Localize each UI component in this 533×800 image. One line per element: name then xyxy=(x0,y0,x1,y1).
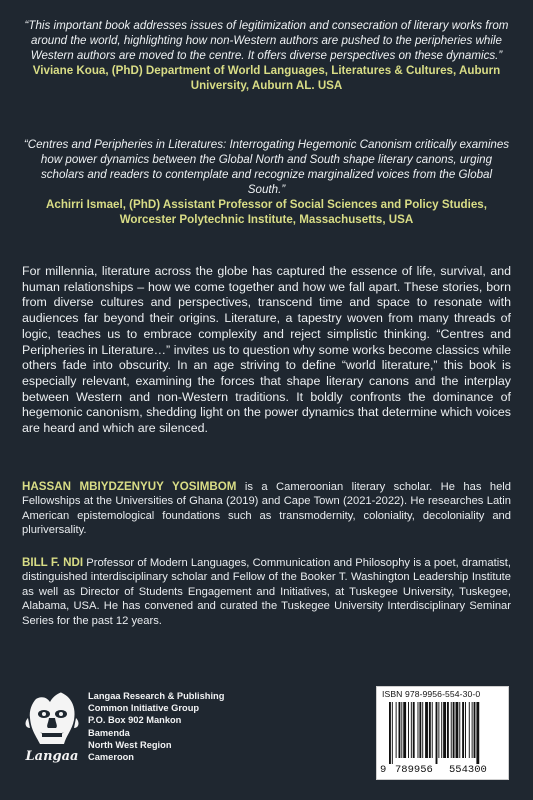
barcode-digit-group-right: 554300 xyxy=(449,764,487,776)
barcode-bar xyxy=(443,702,446,758)
publisher-line: Langaa Research & Publishing xyxy=(88,691,225,701)
barcode-bar xyxy=(451,702,452,758)
endorsement-2 xyxy=(22,137,511,227)
barcode-bar xyxy=(476,702,479,764)
barcode-bar xyxy=(441,702,442,758)
author-bio-1 xyxy=(22,480,511,538)
endorsement-1 xyxy=(22,18,511,93)
barcode-bar xyxy=(472,702,473,758)
barcode-bar xyxy=(447,702,449,758)
barcode-bar xyxy=(422,702,423,758)
barcode-bar xyxy=(396,702,397,758)
barcode-bar xyxy=(474,702,476,758)
barcode-bar xyxy=(403,702,406,758)
book-description: For millennia, literature across the globe has captured the essence of life, survival, and human relationships – how we come together and how we fall apart. These stories, born from diverse cultures and perspectives, transcend time and space to resonate with audiences far beyond their origins. Literature, a tapestry woven from many threads of logic, teaches us to embrace complexity and reject simplistic thinking. “Centres and Peripheries in Literature…” invites us to question why some works become classics while others fade into obscurity. In an age striving to define “world literature,” this book is especially relevant, examining the forces that shape literary canons and the interplay between Western and non-Western traditions. It boldly confronts the dominance of hegemonic canonism, shedding light on the power dynamics that determine which voices are heard and which are silenced. xyxy=(22,264,511,436)
barcode-bar xyxy=(462,702,464,758)
barcode-bar xyxy=(418,702,419,758)
barcode-bar xyxy=(456,702,459,758)
endorsement-attribution: Viviane Koua, (PhD) Department of World Languages, Literatures & Cultures, Auburn University, Auburn AL. USA xyxy=(32,64,501,92)
barcode-bar xyxy=(392,702,393,764)
publisher-info xyxy=(88,690,224,763)
isbn-barcode xyxy=(376,686,509,780)
barcode-bar xyxy=(411,702,412,758)
barcode-bar xyxy=(432,702,433,758)
barcode-bar xyxy=(408,702,409,758)
isbn-label: ISBN 978-9956-554-30-0 xyxy=(382,689,481,699)
barcode-bar xyxy=(429,702,431,758)
publisher-line: Common Initiative Group xyxy=(88,703,200,714)
barcode-digit-group-left: 789956 xyxy=(395,764,433,776)
barcode-bar xyxy=(413,702,415,758)
barcode-bar xyxy=(438,702,439,758)
barcode-bar xyxy=(401,702,402,758)
endorsement-attribution: Achirri Ismael, (PhD) Assistant Professor of Social Sciences and Policy Studies, Worcester Polytechnic Institute, Massachusetts, USA xyxy=(46,198,487,226)
barcode-digits xyxy=(377,764,508,778)
barcode-bar xyxy=(399,702,401,758)
barcode-digit-prefix: 9 xyxy=(380,764,387,776)
barcode-bar xyxy=(469,702,470,758)
barcode-bar xyxy=(453,702,455,758)
endorsement-quote: “This important book addresses issues of legitimization and consecration of literary works from around the world, highlighting how non-Western authors are pushed to the peripheries while Western authors are moved to the centre. It offers diverse perspectives on these dynamics.” xyxy=(24,19,509,62)
barcode-bar xyxy=(419,702,421,758)
barcode-bar xyxy=(436,702,438,764)
barcode-bar xyxy=(465,702,466,758)
barcode-bar xyxy=(425,702,428,758)
langaa-logo xyxy=(22,688,82,770)
barcode-bars xyxy=(381,702,504,764)
publisher-line: North West Region xyxy=(88,739,172,750)
author-bio-2 xyxy=(22,556,511,628)
author-bio-text: is a Cameroonian literary scholar. He has held Fellowships at the Universities of Ghana (2019) and Cape Town (2021-2022). He researches Latin American epistemological foundations such as transmodernity, coloniality, decoloniality and pluriversality. xyxy=(22,481,511,537)
endorsement-quote: “Centres and Peripheries in Literatures: Interrogating Hegemonic Canonism critically examines how power dynamics between the Global North and South shape literary canons, urging scholars and readers to contemplate and recognize marginalized voices from the Global South.” xyxy=(23,138,510,196)
logo-wordmark: Langaa xyxy=(25,749,79,764)
barcode-bar xyxy=(459,702,460,758)
author-name: HASSAN MBIYDZENYUY YOSIMBOM xyxy=(22,480,237,493)
publisher-line: P.O. Box 902 Mankon xyxy=(88,715,182,726)
author-name: BILL F. NDI xyxy=(22,556,84,569)
publisher-line: Bamenda xyxy=(88,727,130,738)
barcode-bar xyxy=(389,702,391,764)
publisher-line: Cameroon xyxy=(88,752,134,763)
author-bio-text: Professor of Modern Languages, Communication and Philosophy is a poet, dramatist, distinguished interdisciplinary scholar and Fellow of the Booker T. Washington Leadership Institute as well as Director of Students Engagement and Initiatives, at Tuskegee University, Tuskegee, Alabama, USA. He has convened and curated the Tuskegee University Interdisciplinary Seminar Series for the past 12 years. xyxy=(22,557,511,627)
